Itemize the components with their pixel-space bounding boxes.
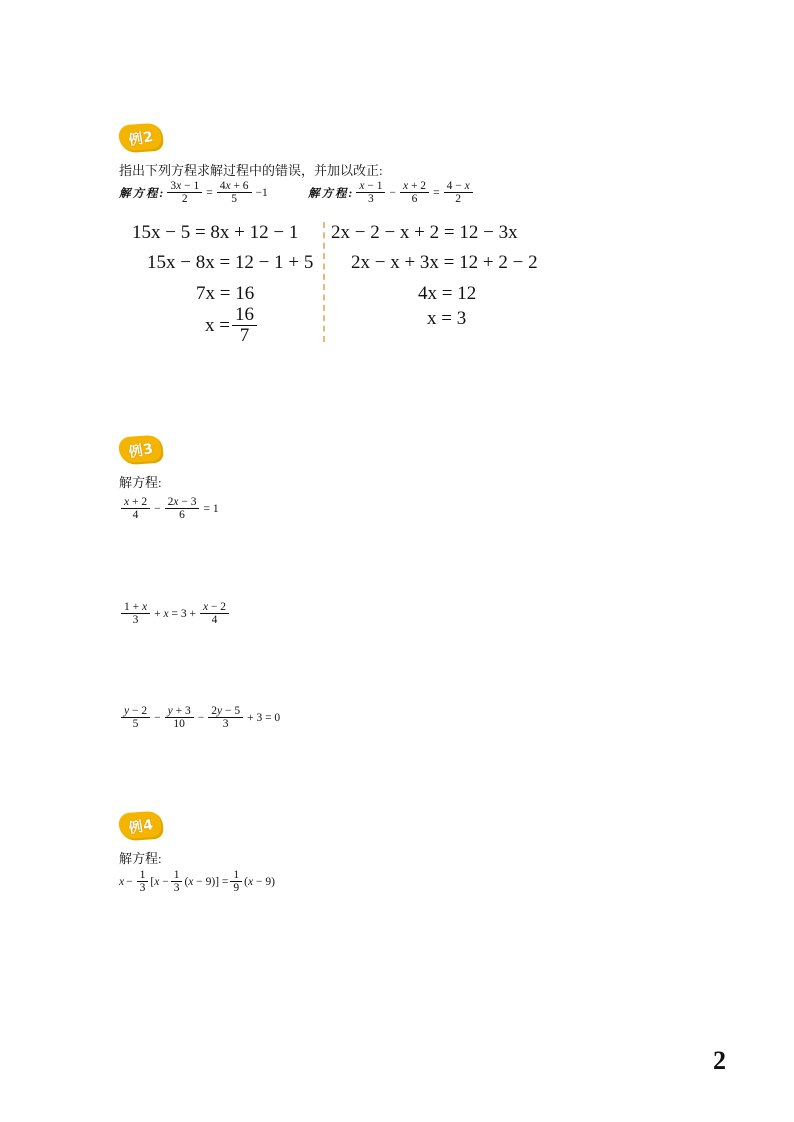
solution-divider bbox=[323, 222, 325, 342]
example-4-instruction: 解方程: bbox=[119, 851, 162, 866]
example-3-equation-3: $\frac{y - 2}{5}$ − $\frac{y + 3}{10}$ − $\frac{2y - 5}{3}$ + 3 = 0 bbox=[119, 705, 282, 731]
example-2-badge: 例2 bbox=[118, 122, 164, 153]
example-4-equation: x − $\frac{1}{3}$ [x − $\frac{1}{3}$ (x − 9)] = $\frac{1}{9}$ (x − 9) bbox=[119, 869, 275, 895]
example-2-equation-right: 解方程: $\frac{x - 1}{3}$ − $\frac{x + 2}{6}$ = $\frac{4 - x}{2}$ bbox=[308, 180, 475, 206]
left-step-4: x = $\frac{16}{7}$ bbox=[205, 305, 259, 347]
page-number: 2 bbox=[713, 1046, 726, 1075]
left-step-2: 15x − 8x = 12 − 1 + 5 bbox=[147, 252, 314, 273]
right-step-4: x = 3 bbox=[427, 308, 467, 329]
left-step-3: 7x = 16 bbox=[196, 283, 255, 304]
example-3-equation-2: $\frac{1 + x}{3}$ + x = 3 + $\frac{x - 2}{4}$ bbox=[119, 601, 231, 627]
right-step-2: 2x − x + 3x = 12 + 2 − 2 bbox=[351, 252, 538, 273]
solve-label-right: 解方程: bbox=[308, 187, 355, 200]
right-step-3: 4x = 12 bbox=[418, 283, 477, 304]
example-3-badge: 例3 bbox=[118, 434, 164, 465]
solve-label-left: 解方程: bbox=[119, 187, 166, 200]
right-step-1: 2x − 2 − x + 2 = 12 − 3x bbox=[331, 222, 518, 243]
example-3-equation-1: $\frac{x + 2}{4}$ − $\frac{2x - 3}{6}$ = 1 bbox=[119, 496, 221, 522]
left-step-1: 15x − 5 = 8x + 12 − 1 bbox=[132, 222, 299, 243]
example-4-badge: 例4 bbox=[118, 810, 164, 841]
example-3-instruction: 解方程: bbox=[119, 475, 162, 490]
example-2-instruction: 指出下列方程求解过程中的错误，并加以改正: bbox=[119, 163, 383, 178]
example-2-equation-left: 解方程: $\frac{3x - 1}{2}$ = $\frac{4x + 6}{5}$ −1 bbox=[119, 180, 268, 206]
